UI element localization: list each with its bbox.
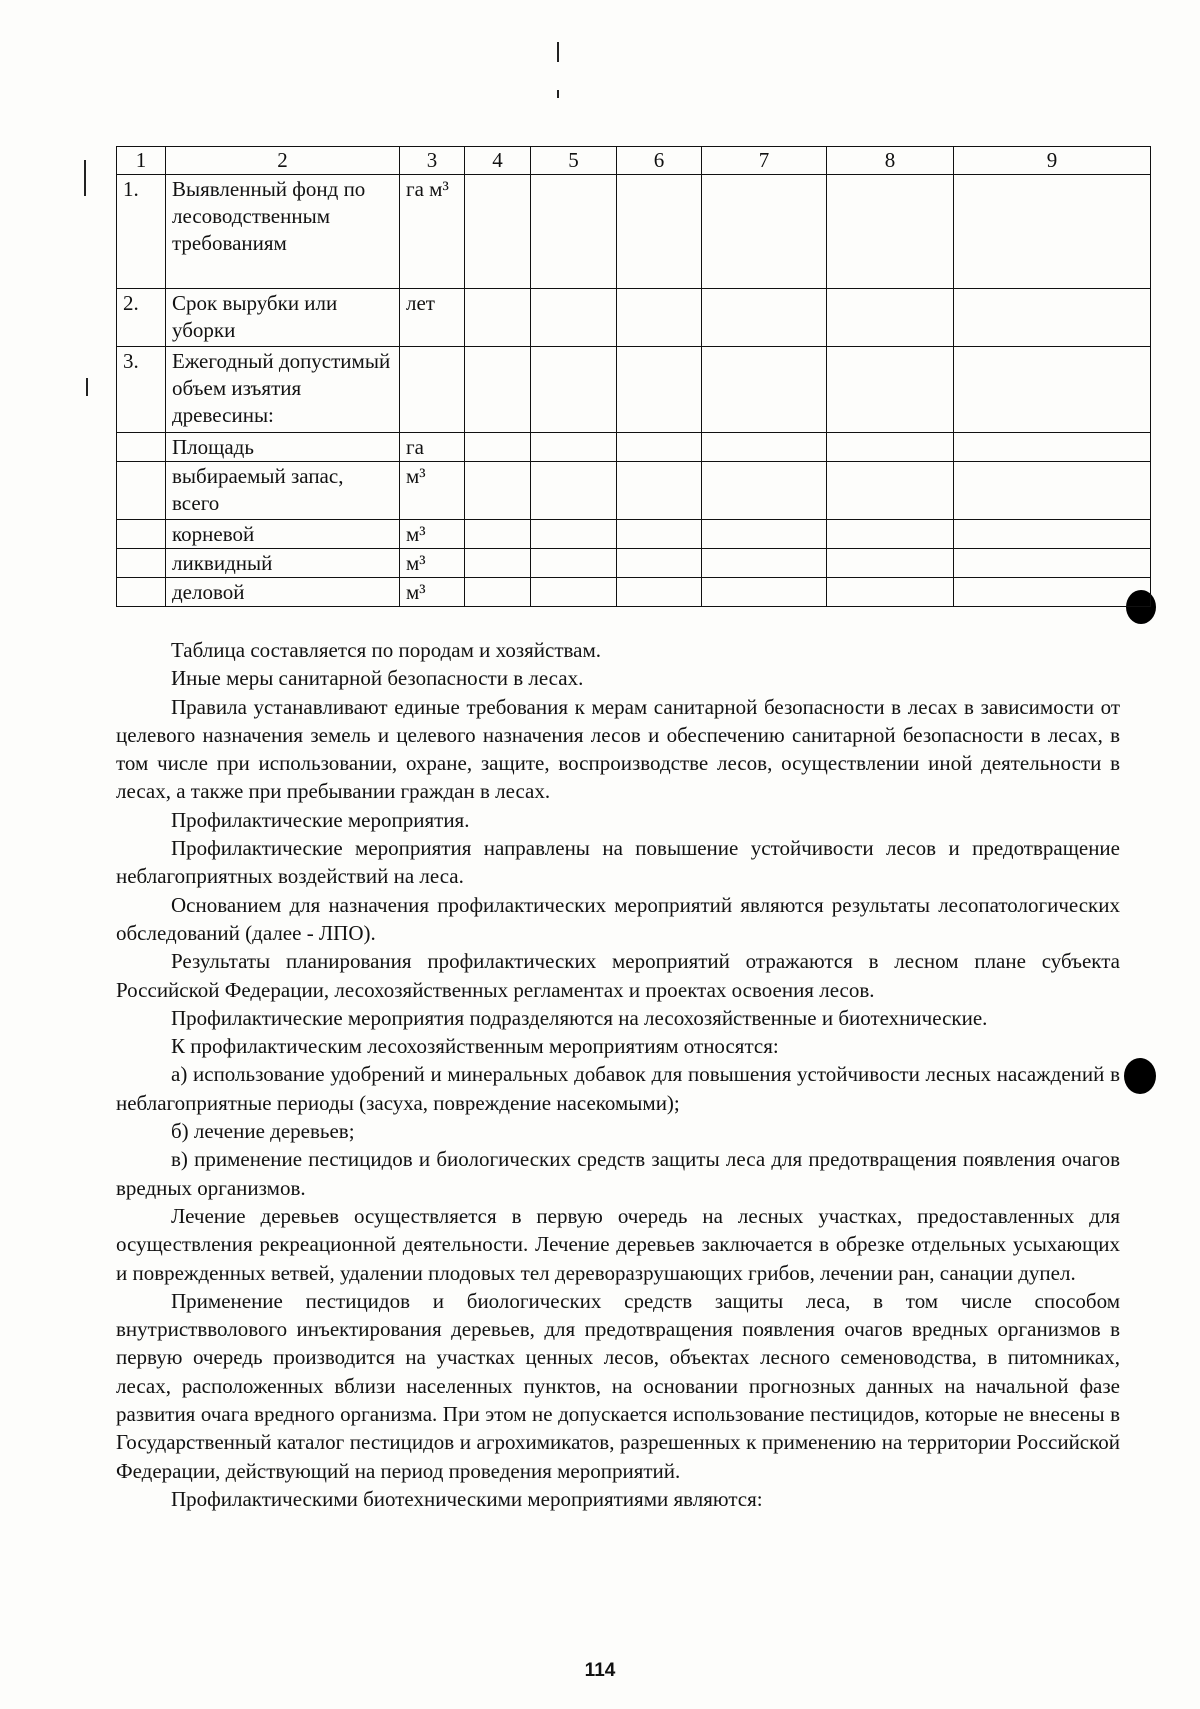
row-unit: га м³	[400, 175, 465, 289]
table-row	[117, 520, 1151, 549]
row-indicator: ликвидный	[166, 549, 400, 578]
row-unit	[400, 347, 465, 433]
paragraph: К профилактическим лесохозяйственным мероприятиям относятся:	[171, 1034, 779, 1059]
paragraph: Результаты планирования профилактических мероприятий отражаются в лесном плане субъекта Российской Федерации, лесохозяйственных регламентах и проектах освоения лесов.	[116, 949, 1120, 1002]
row-unit: м³	[400, 549, 465, 578]
body-text	[116, 636, 1120, 1513]
row-unit: м³	[400, 578, 465, 607]
page-number: 114	[584, 1660, 616, 1681]
column-header: 7	[702, 147, 827, 175]
scan-mark	[557, 42, 559, 62]
column-header: 8	[827, 147, 954, 175]
paragraph: Иные меры санитарной безопасности в лесах.	[171, 666, 584, 691]
paragraph: Профилактические мероприятия подразделяются на лесохозяйственные и биотехнические.	[171, 1005, 988, 1030]
row-unit: лет	[400, 289, 465, 347]
row-unit: га	[400, 433, 465, 462]
paragraph: Профилактические мероприятия.	[171, 807, 470, 832]
table-header-row	[117, 147, 1151, 175]
table-row	[117, 289, 1151, 347]
paragraph: б) лечение деревьев;	[171, 1119, 355, 1144]
row-number	[117, 462, 166, 520]
table-row	[117, 347, 1151, 433]
row-number: 3.	[117, 347, 166, 433]
row-number: 2.	[117, 289, 166, 347]
paragraph: Профилактические мероприятия направлены на повышение устойчивости лесов и предотвращение неблагоприятных воздействий на леса.	[116, 836, 1120, 889]
column-header: 4	[465, 147, 531, 175]
column-header: 3	[400, 147, 465, 175]
scan-mark	[86, 378, 88, 396]
paragraph: а) использование удобрений и минеральных добавок для повышения устойчивости лесных насаждений в неблагоприятные периоды (засуха, повреждение насекомыми);	[116, 1062, 1120, 1115]
paragraph: Таблица составляется по породам и хозяйствам.	[171, 638, 602, 662]
table-row	[117, 578, 1151, 607]
column-header: 5	[531, 147, 617, 175]
row-number	[117, 520, 166, 549]
punch-hole	[1124, 1058, 1156, 1094]
row-unit: м³	[400, 520, 465, 549]
paragraph: Применение пестицидов и биологических средств защиты леса, в том числе способом внутриствволового инъектирования деревьев, для предотвращения появления очагов вредных организмов в первую очередь производится на участках ценных лесов, объектах лесного семеноводства, в питомниках, лесах, расположенных вблизи населенных пунктов, на основании прогнозных данных на начальной фазе развития очага вредного организма. При этом не допускается использование пестицидов, которые не внесены в Государственный каталог пестицидов и агрохимикатов, разрешенных к применению на территории Российской Федерации, действующий на период проведения мероприятий.	[116, 1288, 1120, 1483]
row-number	[117, 578, 166, 607]
paragraph: Основанием для назначения профилактических мероприятий являются результаты лесопатологических обследований (далее - ЛПО).	[116, 892, 1120, 945]
row-indicator: деловой	[166, 578, 400, 607]
row-indicator: Выявленный фонд по лесоводственным требованиям	[166, 175, 400, 289]
row-indicator: Площадь	[166, 433, 400, 462]
row-unit: м³	[400, 462, 465, 520]
column-header: 9	[954, 147, 1151, 175]
row-indicator: Срок вырубки или уборки	[166, 289, 400, 347]
forest-table	[116, 146, 1151, 607]
table-row	[117, 433, 1151, 462]
scan-mark	[557, 90, 559, 98]
column-header: 2	[166, 147, 400, 175]
row-indicator: выбираемый запас, всего	[166, 462, 400, 520]
paragraph: Профилактическими биотехническими мероприятиями являются:	[171, 1486, 763, 1511]
table-row	[117, 462, 1151, 520]
row-number	[117, 549, 166, 578]
column-header: 6	[617, 147, 702, 175]
table-row	[117, 175, 1151, 289]
table-row	[117, 549, 1151, 578]
row-indicator: корневой	[166, 520, 400, 549]
row-number	[117, 433, 166, 462]
column-header: 1	[117, 147, 166, 175]
scan-mark	[84, 160, 86, 196]
paragraph: Правила устанавливают единые требования к мерам санитарной безопасности в лесах в зависимости от целевого назначения земель и целевого назначения лесов и обеспечению санитарной безопасности в лесах, в том числе при использовании, охране, защите, воспроизводстве лесов, осуществлении иной деятельности в лесах, а также при пребывании граждан в лесах.	[116, 694, 1120, 804]
row-indicator: Ежегодный допустимый объем изъятия древесины:	[166, 347, 400, 433]
row-number: 1.	[117, 175, 166, 289]
paragraph: Лечение деревьев осуществляется в первую очередь на лесных участках, предоставленных для осуществления рекреационной деятельности. Лечение деревьев заключается в обрезке отдельных усыхающих и поврежденных ветвей, удалении плодовых тел дереворазрушающих грибов, лечении ран, санации дупел.	[116, 1203, 1120, 1285]
paragraph: в) применение пестицидов и биологических средств защиты леса для предотвращения появления очагов вредных организмов.	[116, 1147, 1120, 1200]
